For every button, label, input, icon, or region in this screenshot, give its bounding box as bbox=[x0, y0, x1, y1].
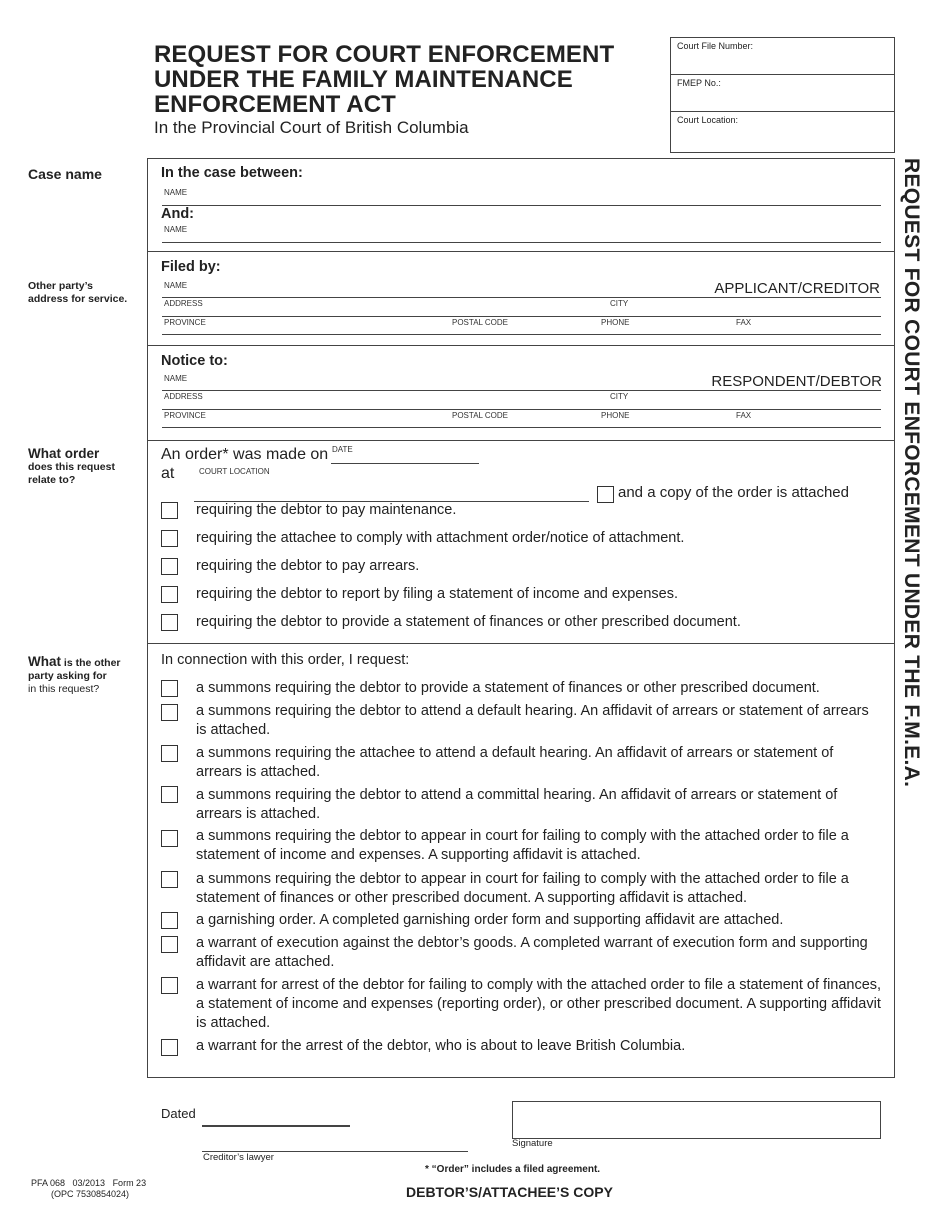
request-checkbox-10[interactable] bbox=[161, 1039, 178, 1056]
vertical-title bbox=[893, 158, 923, 888]
request-checkbox-7[interactable] bbox=[161, 912, 178, 929]
notice-province-label: PROVINCE bbox=[164, 411, 206, 420]
notice-to-heading: Notice to: bbox=[161, 353, 228, 369]
filed-province-line[interactable] bbox=[162, 334, 881, 335]
order-checkbox-1[interactable] bbox=[161, 502, 178, 519]
notice-name-line[interactable] bbox=[162, 390, 881, 391]
request-item-6: a summons requiring the debtor to appear in court for failing to comply with the attached order to file a statement of finances or other prescribed document. A supporting affidavit is attached. bbox=[196, 871, 849, 906]
request-item-2: a summons requiring the debtor to attend a default hearing. An affidavit of arrears or statement of arrears is attached. bbox=[196, 703, 869, 738]
divider bbox=[148, 440, 894, 441]
court-location-field[interactable] bbox=[671, 112, 894, 150]
title-line-3: ENFORCEMENT ACT bbox=[154, 91, 396, 118]
notice-province-line[interactable] bbox=[162, 427, 881, 428]
case-name-label-2: NAME bbox=[164, 225, 188, 234]
lawyer-label: Creditor’s lawyer bbox=[203, 1152, 274, 1163]
filed-province-label: PROVINCE bbox=[164, 318, 206, 327]
request-item-7: a garnishing order. A completed garnishing order form and supporting affidavit are attached. bbox=[196, 912, 784, 928]
copy-attached-text: and a copy of the order is attached bbox=[618, 484, 849, 501]
request-checkbox-1[interactable] bbox=[161, 680, 178, 697]
order-made-on-text: An order* was made on bbox=[161, 446, 329, 463]
side-other-party bbox=[28, 280, 127, 306]
side-what-order-line1: What order bbox=[28, 446, 100, 461]
order-item-4: requiring the debtor to report by filing a statement of income and expenses. bbox=[196, 586, 679, 602]
request-checkbox-4[interactable] bbox=[161, 786, 178, 803]
request-checkbox-3[interactable] bbox=[161, 745, 178, 762]
request-intro: In connection with this order, I request: bbox=[161, 652, 410, 668]
side-what-asking-line3: in this request? bbox=[28, 683, 100, 695]
order-court-location-label: COURT LOCATION bbox=[199, 467, 270, 476]
order-item-3: requiring the debtor to pay arrears. bbox=[196, 558, 420, 574]
case-name-line-1[interactable] bbox=[162, 205, 881, 206]
side-other-party-line1: Other party’s bbox=[28, 280, 93, 292]
case-name-line-2[interactable] bbox=[162, 242, 881, 243]
order-date-line[interactable] bbox=[331, 463, 479, 464]
form-id: PFA 068 03/2013 Form 23 bbox=[31, 1178, 147, 1188]
notice-phone-label: PHONE bbox=[601, 411, 630, 420]
signature-box[interactable] bbox=[512, 1101, 881, 1139]
case-and-heading: And: bbox=[161, 206, 195, 222]
request-item-1: a summons requiring the debtor to provide a statement of finances or other prescribed document. bbox=[196, 680, 820, 696]
court-file-number-label: Court File Number: bbox=[677, 41, 754, 51]
filed-address-line[interactable] bbox=[162, 316, 881, 317]
request-item-8: a warrant of execution against the debtor’s goods. A completed warrant of execution form and supporting affidavit are attached. bbox=[196, 935, 868, 970]
request-item-5: a summons requiring the debtor to appear in court for failing to comply with the attached order to file a statement of income and expenses. A supporting affidavit is attached. bbox=[196, 828, 849, 863]
court-info-box bbox=[670, 37, 895, 153]
order-date-label: DATE bbox=[332, 445, 353, 454]
title-line-2: UNDER THE FAMILY MAINTENANCE bbox=[154, 66, 573, 93]
side-other-party-line2: address for service. bbox=[28, 293, 128, 305]
notice-fax-label: FAX bbox=[736, 411, 752, 420]
side-case-name: Case name bbox=[28, 166, 102, 182]
order-checkbox-4[interactable] bbox=[161, 586, 178, 603]
vertical-title-text: REQUEST FOR COURT ENFORCEMENT UNDER THE F.M.E.A. bbox=[900, 158, 923, 788]
main-form-box bbox=[147, 158, 895, 1078]
filed-fax-label: FAX bbox=[736, 318, 752, 327]
divider bbox=[148, 643, 894, 644]
side-what-order-line3: relate to? bbox=[28, 474, 76, 486]
filed-address-label: ADDRESS bbox=[164, 299, 203, 308]
order-checkbox-5[interactable] bbox=[161, 614, 178, 631]
title-line-1: REQUEST FOR COURT ENFORCEMENT bbox=[154, 41, 615, 68]
side-what-asking-bold: What bbox=[28, 654, 61, 669]
notice-role: RESPONDENT/DEBTOR bbox=[711, 373, 882, 390]
side-what-asking-rest: is the other bbox=[61, 657, 121, 669]
fmep-number-field[interactable] bbox=[671, 75, 894, 112]
filed-name-label: NAME bbox=[164, 281, 188, 290]
request-item-10: a warrant for the arrest of the debtor, who is about to leave British Columbia. bbox=[196, 1038, 686, 1054]
request-checkbox-9[interactable] bbox=[161, 977, 178, 994]
side-what-order-line2: does this request bbox=[28, 461, 115, 473]
notice-address-line[interactable] bbox=[162, 409, 881, 410]
filed-phone-label: PHONE bbox=[601, 318, 630, 327]
order-item-5: requiring the debtor to provide a statement of finances or other prescribed document. bbox=[196, 614, 741, 630]
order-note: * “Order” includes a filed agreement. bbox=[425, 1164, 601, 1175]
request-checkbox-5[interactable] bbox=[161, 830, 178, 847]
court-location-label: Court Location: bbox=[677, 115, 739, 125]
notice-postal-label: POSTAL CODE bbox=[452, 411, 509, 420]
copy-designation: DEBTOR’S/ATTACHEE’S COPY bbox=[406, 1184, 613, 1200]
order-item-2: requiring the attachee to comply with attachment order/notice of attachment. bbox=[196, 530, 685, 546]
side-what-asking-line2: party asking for bbox=[28, 670, 107, 682]
request-item-3: a summons requiring the attachee to attend a default hearing. An affidavit of arrears or statement of arrears is attached. bbox=[196, 745, 834, 780]
court-file-number-field[interactable] bbox=[671, 38, 894, 75]
request-checkbox-6[interactable] bbox=[161, 871, 178, 888]
filed-role: APPLICANT/CREDITOR bbox=[714, 280, 880, 297]
request-item-9: a warrant for arrest of the debtor for failing to comply with the attached order to file a statement of finances, a statement of income and expenses (reporting order), or other prescribed document. A supporting affidavit is attached. bbox=[196, 977, 882, 1031]
request-item-4: a summons requiring the debtor to attend a committal hearing. An affidavit of arrears or statement of arrears is attached. bbox=[196, 787, 838, 822]
divider bbox=[148, 345, 894, 346]
signature-label: Signature bbox=[512, 1138, 553, 1149]
order-at-text: at bbox=[161, 465, 175, 482]
side-what-order bbox=[28, 446, 115, 487]
opc-number: (OPC 7530854024) bbox=[51, 1189, 130, 1199]
notice-name-label: NAME bbox=[164, 374, 188, 383]
side-what-asking bbox=[28, 655, 121, 696]
request-checkbox-2[interactable] bbox=[161, 704, 178, 721]
filed-postal-label: POSTAL CODE bbox=[452, 318, 509, 327]
notice-city-label: CITY bbox=[610, 392, 629, 401]
case-name-label-1: NAME bbox=[164, 188, 188, 197]
notice-address-label: ADDRESS bbox=[164, 392, 203, 401]
filed-city-label: CITY bbox=[610, 299, 629, 308]
form-subtitle: In the Provincial Court of British Columbia bbox=[154, 118, 469, 137]
dated-label: Dated bbox=[161, 1106, 196, 1121]
request-checkbox-8[interactable] bbox=[161, 936, 178, 953]
order-checkbox-3[interactable] bbox=[161, 558, 178, 575]
form-title bbox=[154, 42, 614, 117]
filed-name-line[interactable] bbox=[162, 297, 881, 298]
divider bbox=[148, 251, 894, 252]
order-checkbox-2[interactable] bbox=[161, 530, 178, 547]
fmep-number-label: FMEP No.: bbox=[677, 78, 721, 88]
dated-line[interactable] bbox=[202, 1125, 350, 1127]
case-between-heading: In the case between: bbox=[161, 165, 303, 181]
filed-by-heading: Filed by: bbox=[161, 259, 221, 275]
order-item-1: requiring the debtor to pay maintenance. bbox=[196, 502, 457, 518]
